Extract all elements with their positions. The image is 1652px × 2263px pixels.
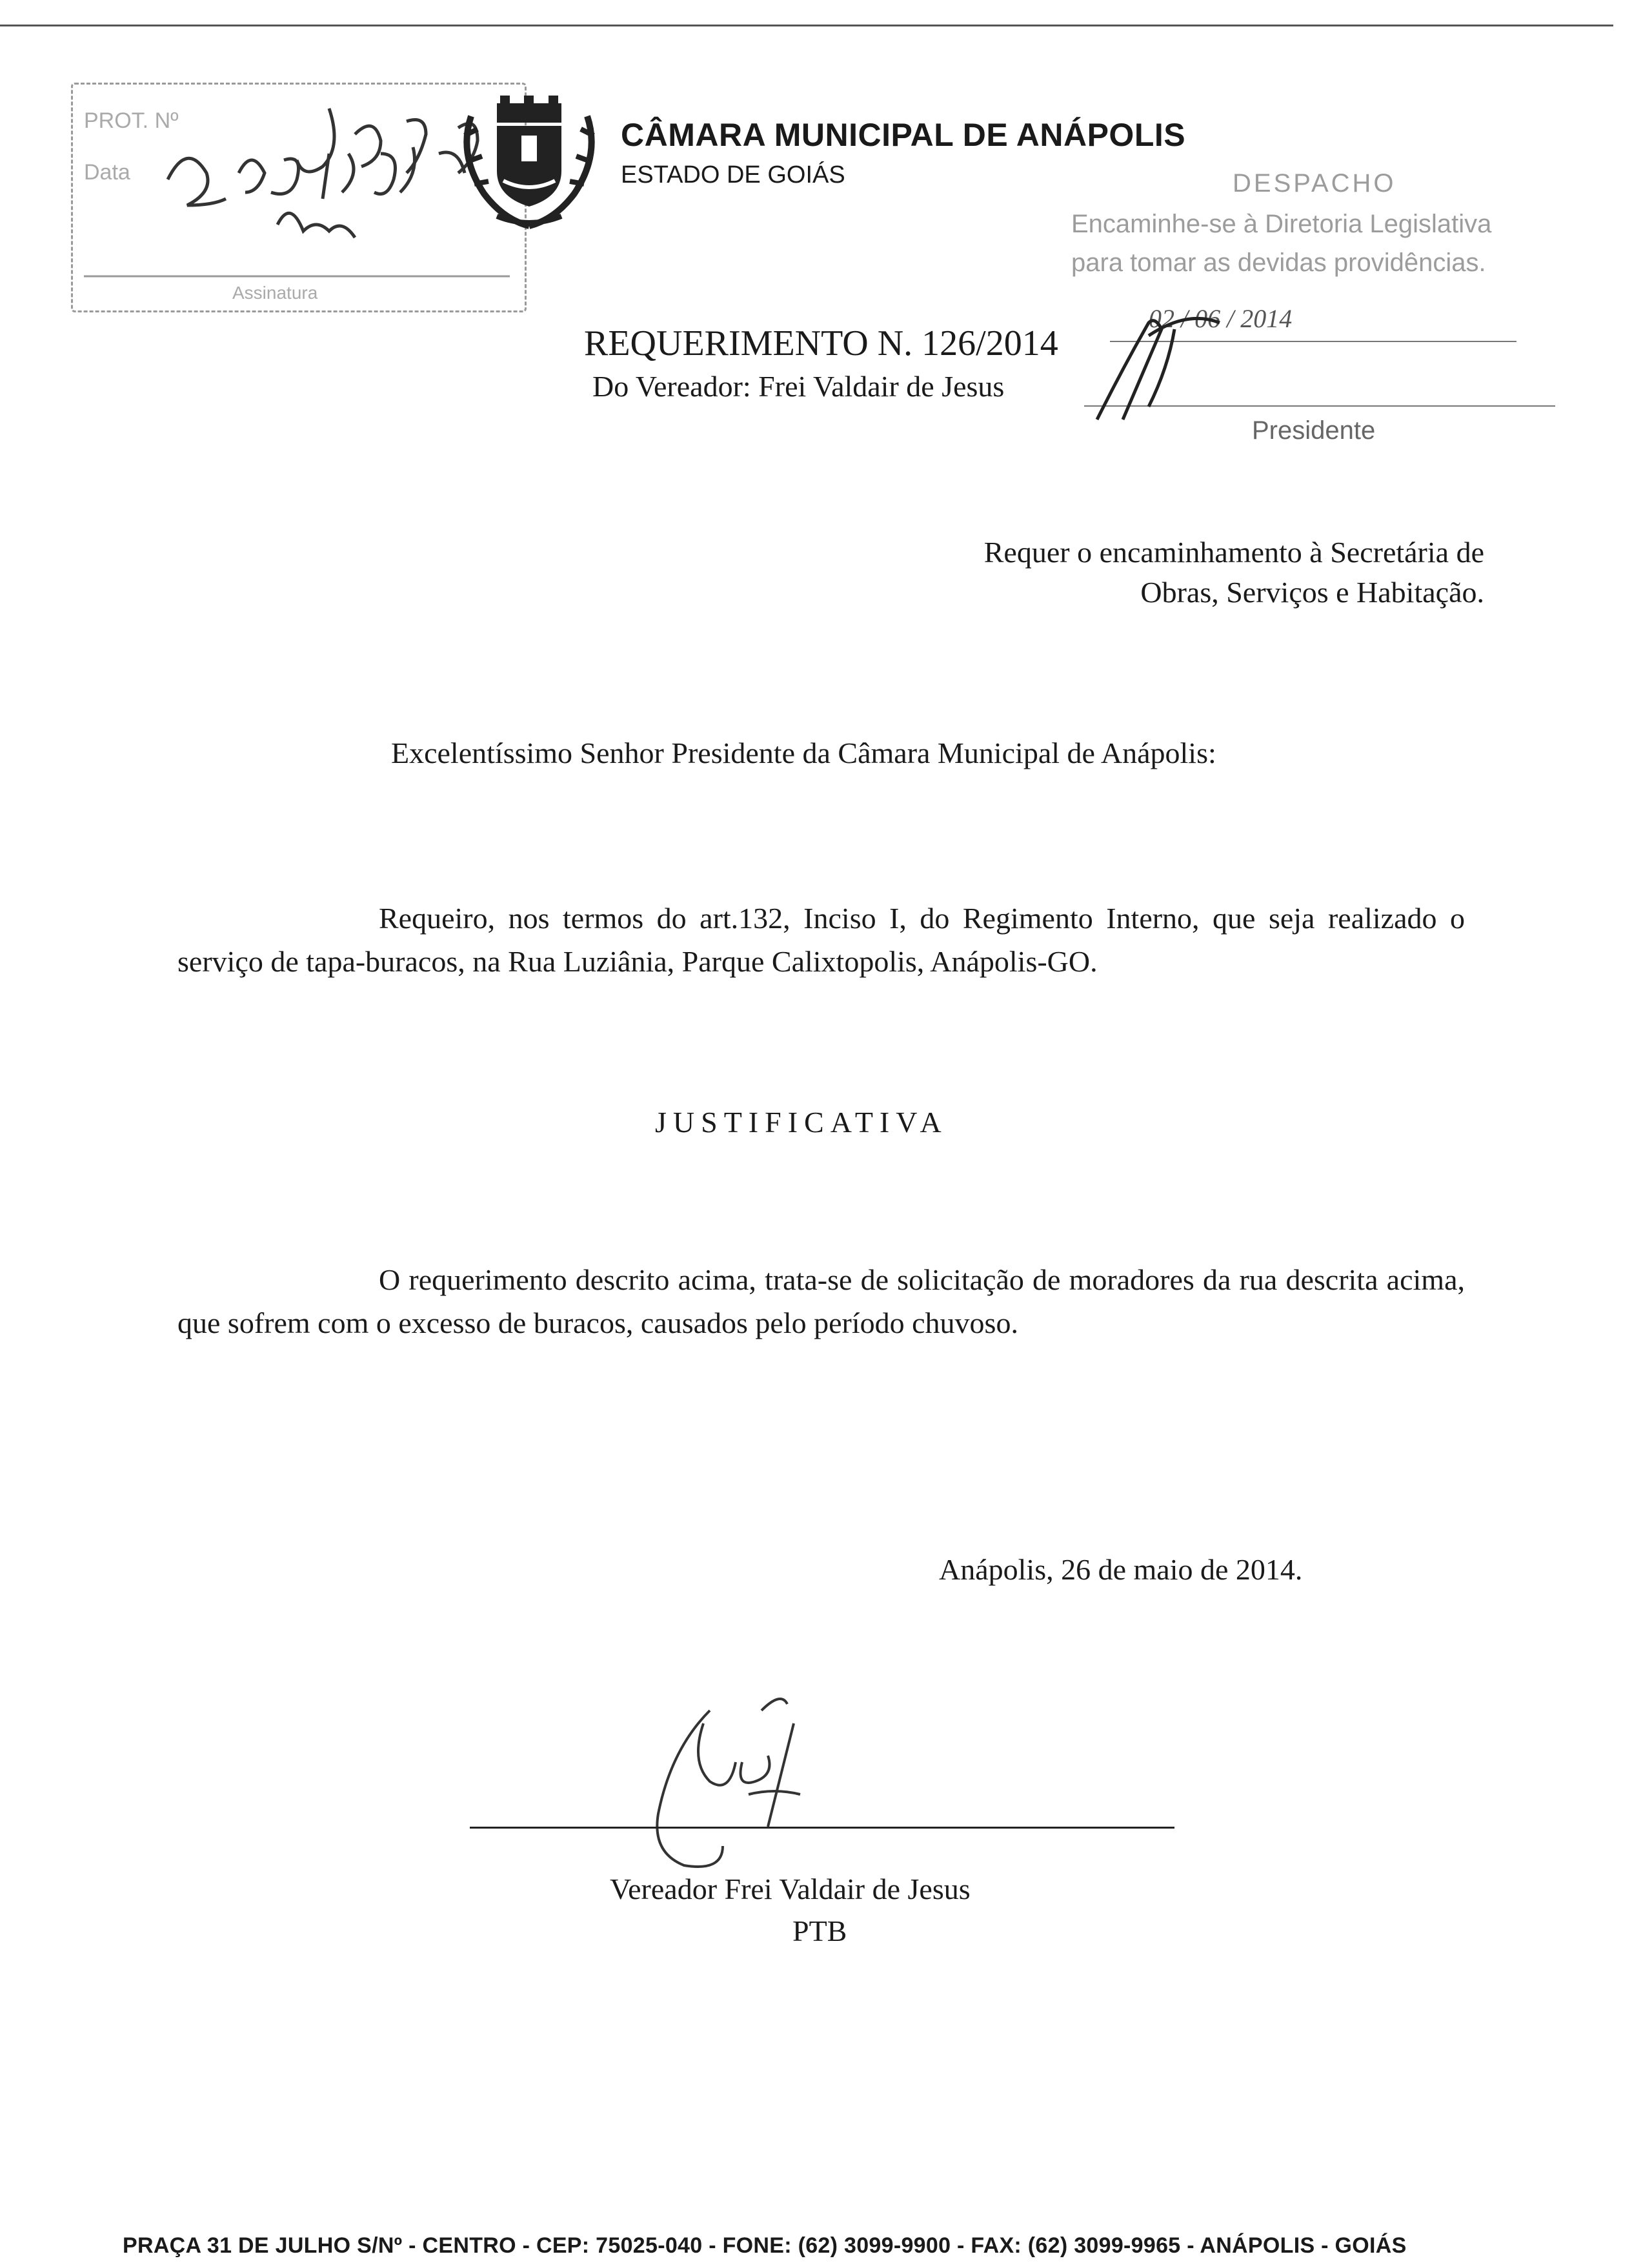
- svg-text:Data: Data: [84, 160, 130, 185]
- justification-heading: JUSTIFICATIVA: [655, 1106, 948, 1139]
- requirement-author: Do Vereador: Frei Valdair de Jesus: [592, 370, 1005, 403]
- justification-paragraph: O requerimento descrito acima, trata-se de solicitação de moradores da rua descrita acima, que sofrem com o excesso de buracos, causados pelo período chuvoso.: [177, 1263, 1465, 1339]
- footer-address: PRAÇA 31 DE JULHO S/Nº - CENTRO - CEP: 75025-040 - FONE: (62) 3099-9900 - FAX: (62) 3099-9965 - ANÁPOLIS - GOIÁS: [123, 2233, 1407, 2258]
- requirement-summary-line-2: Obras, Serviços e Habitação.: [1140, 576, 1484, 609]
- councilman-signature: [632, 1685, 852, 1878]
- organization-name: CÂMARA MUNICIPAL DE ANÁPOLIS: [621, 117, 1186, 153]
- signer-name: Vereador Frei Valdair de Jesus: [610, 1872, 971, 1905]
- request-paragraph: Requeiro, nos termos do art.132, Inciso I, do Regimento Interno, que seja realizado o serviço de tapa-buracos, na Rua Luziânia, Parque Calixtopolis, Anápolis-GO.: [177, 902, 1465, 978]
- requirement-summary-line-1: Requer o encaminhamento à Secretária de: [983, 536, 1484, 569]
- despacho-date: 02 / 06 / 2014: [1149, 304, 1293, 333]
- top-rule: [0, 25, 1613, 26]
- svg-text:Assinatura: Assinatura: [232, 283, 318, 303]
- svg-text:PROT. Nº: PROT. Nº: [84, 108, 179, 133]
- coat-of-arms-icon: [452, 90, 607, 232]
- organization-state: ESTADO DE GOIÁS: [621, 161, 845, 188]
- salutation: Excelentíssimo Senhor Presidente da Câmara Municipal de Anápolis:: [391, 736, 1216, 769]
- document-date: Anápolis, 26 de maio de 2014.: [939, 1553, 1303, 1586]
- despacho-role: Presidente: [1252, 416, 1376, 445]
- signer-party: PTB: [792, 1914, 847, 1947]
- requirement-title: REQUERIMENTO N. 126/2014: [584, 323, 1058, 363]
- despacho-line-1: Encaminhe-se à Diretoria Legislativa: [1071, 210, 1492, 238]
- signature-line: [470, 1827, 1174, 1829]
- president-signature: [1084, 310, 1239, 426]
- requirement-summary: [839, 533, 1484, 613]
- despacho-line-2: para tomar as devidas providências.: [1071, 249, 1486, 277]
- despacho-title: DESPACHO: [1233, 169, 1396, 198]
